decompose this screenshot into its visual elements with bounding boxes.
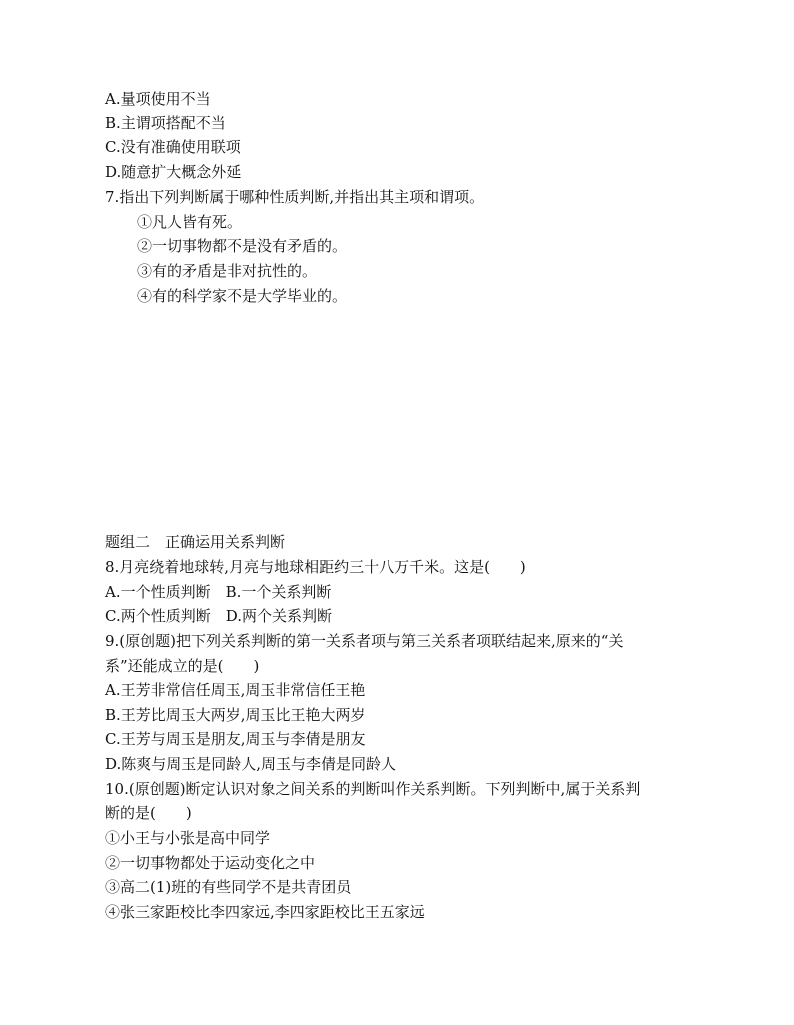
q8-options: A.一个性质判断 B.一个关系判断: [105, 583, 332, 601]
q10-stem: 断的是( ): [105, 804, 192, 822]
q9-option-a: A.王芳非常信任周玉,周玉非常信任王艳: [105, 681, 366, 699]
q7-item: ①凡人皆有死。: [137, 213, 243, 231]
q7-stem: 7.指出下列判断属于哪种性质判断,并指出其主项和谓项。: [105, 188, 485, 206]
q7-item: ④有的科学家不是大学毕业的。: [137, 287, 348, 305]
option-a: A.量项使用不当: [105, 90, 211, 108]
q8-options: C.两个性质判断 D.两个关系判断: [105, 607, 332, 625]
option-c: C.没有准确使用联项: [105, 138, 241, 156]
q9-option-d: D.陈爽与周玉是同龄人,周玉与李倩是同龄人: [105, 755, 397, 773]
q9-option-b: B.王芳比周玉大两岁,周玉比王艳大两岁: [105, 706, 366, 724]
q10-item: ④张三家距校比李四家远,李四家距校比王五家远: [105, 903, 425, 921]
q10-item: ③高二(1)班的有些同学不是共青团员: [105, 878, 352, 896]
option-b: B.主谓项搭配不当: [105, 114, 226, 132]
q10-item: ①小王与小张是高中同学: [105, 829, 271, 847]
q9-option-c: C.王芳与周玉是朋友,周玉与李倩是朋友: [105, 730, 366, 748]
q10-stem: 10.(原创题)断定认识对象之间关系的判断叫作关系判断。下列判断中,属于关系判: [105, 780, 641, 798]
q9-stem: 9.(原创题)把下列关系判断的第一关系者项与第三关系者项联结起来,原来的“关: [105, 632, 624, 650]
group-title: 题组二 正确运用关系判断: [105, 533, 286, 551]
q9-stem: 系”还能成立的是( ): [105, 657, 260, 675]
q7-item: ③有的矛盾是非对抗性的。: [137, 262, 318, 280]
option-d: D.随意扩大概念外延: [105, 163, 242, 181]
q7-item: ②一切事物都不是没有矛盾的。: [137, 237, 348, 255]
q8-stem: 8.月亮绕着地球转,月亮与地球相距约三十八万千米。这是( ): [105, 558, 526, 576]
q10-item: ②一切事物都处于运动变化之中: [105, 854, 316, 872]
